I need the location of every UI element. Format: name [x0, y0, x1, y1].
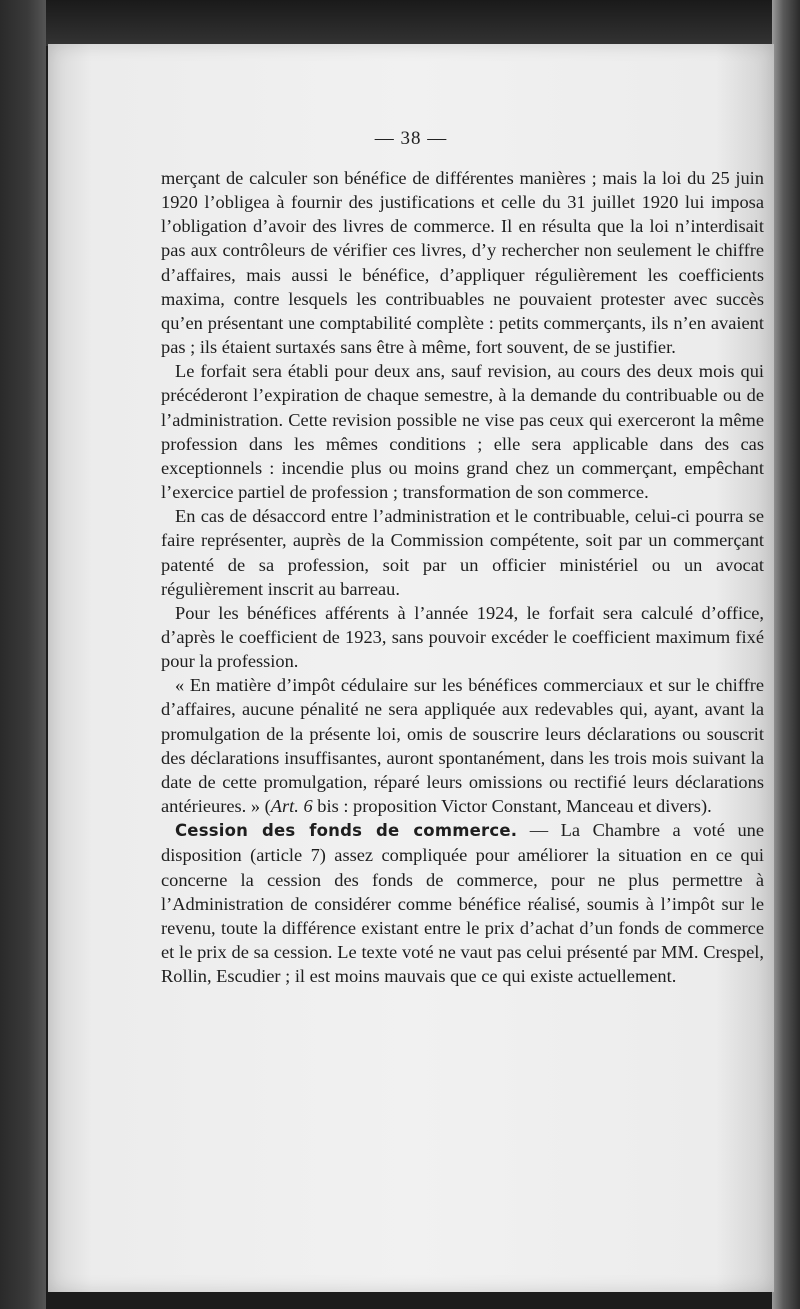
paragraph-cession — [161, 818, 764, 988]
quote-article-ref: Art. 6 — [270, 796, 313, 817]
scan-border-left — [0, 0, 46, 1309]
quote-ref-rest: bis : proposition Victor Constant, Manceau et divers). — [312, 796, 712, 817]
scan-border-top — [0, 0, 800, 46]
scan-border-right — [772, 0, 800, 1309]
document-page — [48, 44, 774, 1292]
body-text — [161, 166, 764, 988]
page-number: — 38 — — [374, 128, 448, 149]
paragraph-desaccord: En cas de désaccord entre l’administration et le contribuable, celui-ci pourra se faire représenter, auprès de la Commission compétente, soit par un commerçant patenté de sa profession, soit par un officier ministériel ou un avocat régulièrement inscrit au barreau. — [161, 506, 764, 599]
paragraph-forfait: Le forfait sera établi pour deux ans, sauf revision, au cours des deux mois qui précéderont l’expiration de chaque semestre, à la demande du contribuable ou de l’administration. Cette revision possible ne vise pas ceux qui exerceront la même profession dans les mêmes conditions ; elle sera applicable dans des cas exceptionnels : incendie plus ou moins grand chez un commerçant, empêchant l’exercice partiel de profession ; transformation de son commerce. — [161, 361, 764, 503]
paragraph-benefices-1924: Pour les bénéfices afférents à l’année 1924, le forfait sera calculé d’office, d’après le coefficient de 1923, sans pouvoir excéder le coefficient maximum fixé pour la profession. — [161, 602, 764, 672]
section-heading-cession: Cession des fonds de commerce. — [175, 821, 518, 841]
paragraph-quote — [161, 673, 764, 818]
paragraph-continuation: merçant de calculer son bénéfice de différentes manières ; mais la loi du 25 juin 1920 l’obligea à fournir des justifications et celle du 31 juillet 1920 lui imposa l’obligation d’avoir des livres de commerce. Il en résulta que la loi n’interdisait pas aux contrôleurs de vérifier ces livres, d’y rechercher non seulement le chiffre d’affaires, mais aussi le bénéfice, d’appliquer régulièrement les coefficients maxima, contre lesquels les contribuables ne pouvaient protester avec succès qu’en présentant une comptabilité complète : petits commerçants, ils n’en avaient pas ; ils étaient surtaxés sans être à même, fort souvent, de se justifier. — [161, 168, 764, 358]
quote-text: « En matière d’impôt cédulaire sur les bénéfices commerciaux et sur le chiffre d’affaires, aucune pénalité ne sera appliquée aux redevables qui, ayant, avant la promulgation de la présente loi, omis de souscrire leurs déclarations ou souscrit des déclarations insuffisantes, auront spontanément, dans les trois mois suivant la date de cette promulgation, réparé leurs omissions ou rectifié leurs déclarations antérieures. » ( — [161, 675, 764, 817]
cession-text: — La Chambre a voté une disposition (article 7) assez compliquée pour améliorer la situation en ce qui concerne la cession des fonds de commerce, pour ne plus permettre à l’Administration de considérer comme bénéfice réalisé, soumis à l’impôt sur le revenu, toute la différence existant entre le prix d’achat d’un fonds de commerce et le prix de sa cession. Le texte voté ne vaut pas celui présenté par MM. Crespel, Rollin, Escudier ; il est moins mauvais que ce qui existe actuellement. — [161, 820, 764, 987]
